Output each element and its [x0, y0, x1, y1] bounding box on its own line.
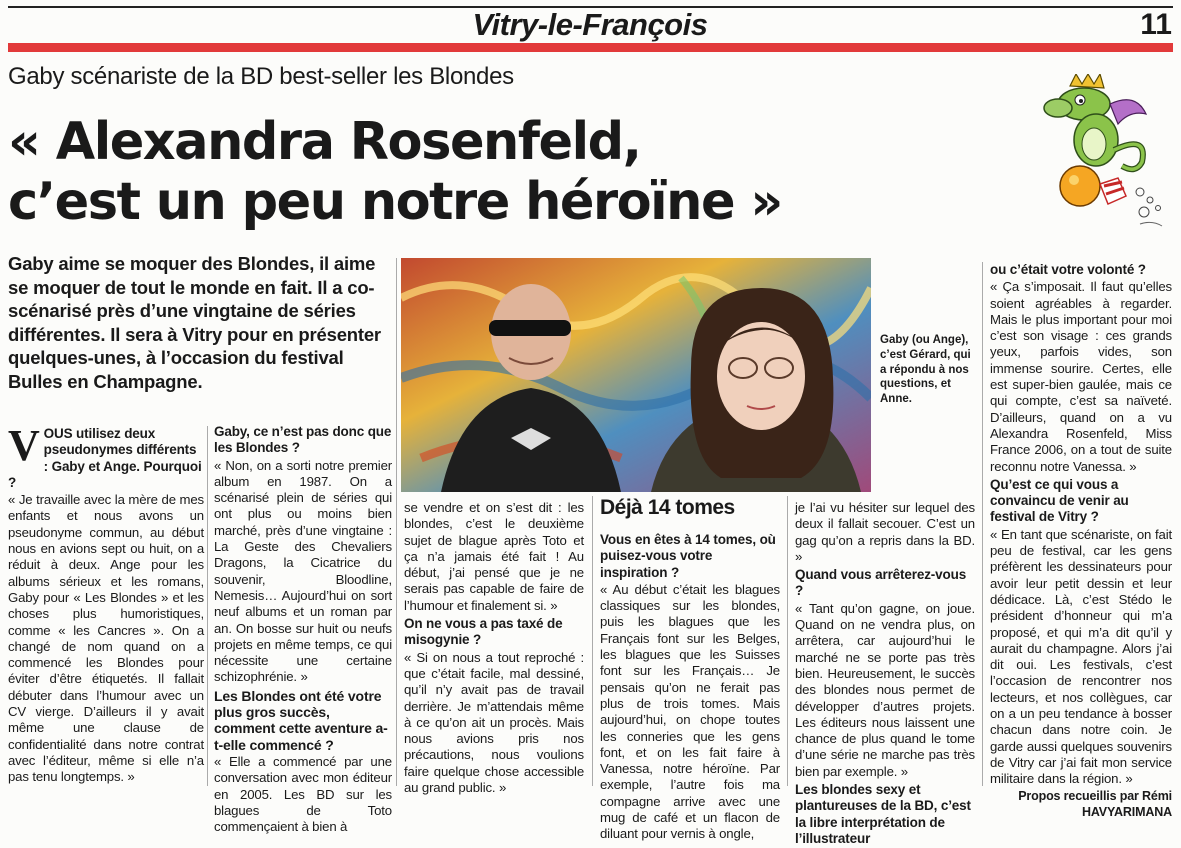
byline-name: HAVYARIMANA [1081, 804, 1172, 819]
box-title: Déjà 14 tomes [600, 496, 735, 519]
article-column-6 [990, 262, 1172, 820]
answer: « Si on nous a tout reproché : que c’était facile, mal dessiné, qu’il n’y avait pas de travail derrière. Je m’attendais même à ce qu’on ait un procès. Mais nous avions pris nos précautions, nous voulions faire quelque chose accessible au grand public. » [404, 649, 584, 796]
drop-cap: V [8, 421, 40, 470]
question: ou c’était votre volonté ? [990, 262, 1146, 277]
dragon-mascot-illustration [1018, 74, 1176, 244]
answer: je l’ai vu hésiter sur lequel des deux il fallait secouer. C’est un gag qu’on a repris dans la BD. » [795, 500, 975, 564]
question: Qu’est ce qui vous a convaincu de venir au festival de Vitry ? [990, 476, 1129, 525]
column-rule [982, 262, 983, 786]
headline-line-1: « Alexandra Rosenfeld, [8, 112, 641, 172]
question: On ne vous a pas taxé de misogynie ? [404, 616, 563, 648]
question: Gaby, ce n’est pas donc que les Blondes ? [214, 424, 392, 456]
lead-paragraph: Gaby aime se moquer des Blondes, il aime se moquer de tout le monde en fait. Il a co-scénarisé près d’une vingtaine de séries différentes. Il sera à Vitry pour en présenter quelques-unes, à l’occasion du festival Bulles en Champagne. [8, 253, 381, 392]
article-column-4 [600, 532, 780, 843]
question: OUS utilisez deux pseudonymes différents : Gaby et Ange. Pourquoi ? [8, 426, 202, 490]
column-rule [592, 496, 593, 786]
answer: « Non, on a sorti notre premier album en 1987. On a scénarisé plein de séries qui ont plus ou moins bien marché, près d’une vingtaine : La Geste des Chevaliers Dragons, la Cicatrice du souvenir, Bloodline, Nemesis… Aujourd’hui on sort neuf albums et un roman par an. On bosse sur huit ou neufs projets en même temps, ce qui nécessite une certaine schizophrénie. » [214, 457, 392, 685]
article-column-2 [214, 424, 392, 835]
header-red-rule [8, 43, 1173, 52]
answer: se vendre et on s’est dit : les blondes, c’est le deuxième sujet de blague après Toto et ça n’a jamais été fait ! Au début, j’ai pensé que je ne serais pas capable de faire de l’humour et finalement si. » [404, 500, 584, 613]
article-column-3 [404, 500, 584, 796]
photo-caption: Gaby (ou Ange), c’est Gérard, qui a répondu à nos questions, et Anne. [880, 334, 971, 406]
question: Quand vous arrêterez-vous ? [795, 567, 967, 599]
answer: « Je travaille avec la mère de mes enfants et nous avons un pseudonyme commun, au début nous en avions sept ou huit, on a réduit à deux. Ange pour les albums sérieux et les romans, Gaby pour « Les Blondes » et les choses plus humoristiques, comme « les Cancres ». On a changé de nom quand on a commencé les Blondes pour éviter d’être étiquetés. Il fallait débuter dans l’humour avec un CV vierge. D’ailleurs il y avait même une clause de confidentialité dans notre contrat avec l’éditeur, même si elle n’a pas tenu longtemps. » [8, 492, 204, 785]
question: Les Blondes ont été votre plus gros succès, comment cette aventure a-t-elle commencé ? [214, 687, 388, 753]
page-number: 11 [1140, 8, 1172, 41]
headline-line-2: c’est un peu notre héroïne » [8, 172, 782, 232]
byline: Propos recueillis par Rémi [1018, 788, 1172, 803]
kicker: Gaby scénariste de la BD best-seller les Blondes [8, 63, 514, 90]
answer: « En tant que scénariste, on fait peu de festival, car les gens préfèrent les dessinateurs pour avoir leur petit dessin et leur dédicace. Là, c’est Stédo le président d’honneur qui m’a proposé, et qui m’a dit qu’il y aurait du champagne. Alors j’ai dit oui. Les festivals, c’est l’occasion de rencontrer nos lecteurs, et nos collègues, car on a un peu tendance à bosser chacun dans notre coin. Je garde aussi quelques souvenirs de Vitry car j’ai fait mon service militaire dans la région. » [990, 526, 1172, 787]
question: Vous en êtes à 14 tomes, où puisez-vous votre inspiration ? [600, 532, 776, 580]
interview-photo [401, 258, 871, 492]
answer: « Tant qu’on gagne, on joue. Quand on ne vendra plus, on arrêtera, car aujourd’hui le marché ne se porte pas très bien. Heureusement, le succès des blondes nous permet de développer d’autres projets. Les éditeurs nous laissent une chance de plus quand le tome d’une série ne marche pas très bien par exemple. » [795, 600, 975, 779]
article-column-5 [795, 500, 975, 848]
article-column-1 [8, 421, 204, 786]
answer: « Elle a commencé par une conversation avec mon éditeur en 2005. Les BD sur les blagues de Toto commençaient à bien à [214, 753, 392, 835]
column-rule [207, 426, 208, 786]
question: Les blondes sexy et plantureuses de la BD, c’est la libre interprétation de l’illustrateur [795, 782, 971, 846]
answer: « Au début c’était les blagues classiques sur les blondes, puis les blagues que les Français font sur les Belges, les blagues que les Suisses font sur les Français… Je pensais qu’on ne ferait pas plus de trois tomes. Mais aujourd’hui, on chope toutes les conneries que les gens font, et on les fait faire à Vanessa, notre héroïne. Par exemple, l’autre fois ma compagne arrive avec une mug de café et un flacon de diluant pour vernis à ongle, [600, 581, 780, 842]
column-rule [396, 258, 397, 786]
section-title: Vitry-le-François [472, 7, 708, 42]
column-rule [787, 496, 788, 786]
answer: « Ça s’imposait. Il faut qu’elles soient agréables à regarder. Mais le plus important pour moi c’est son visage : ces grands yeux, parfois vides, son immense sourire. Certes, elle est super-bien gaulée, mais ce qui compte, c’est sa naïveté. D’ailleurs, quand on a vu Alexandra Rosenfeld, Miss France 2006, on a tout de suite reconnu notre Vanessa. » [990, 279, 1172, 474]
